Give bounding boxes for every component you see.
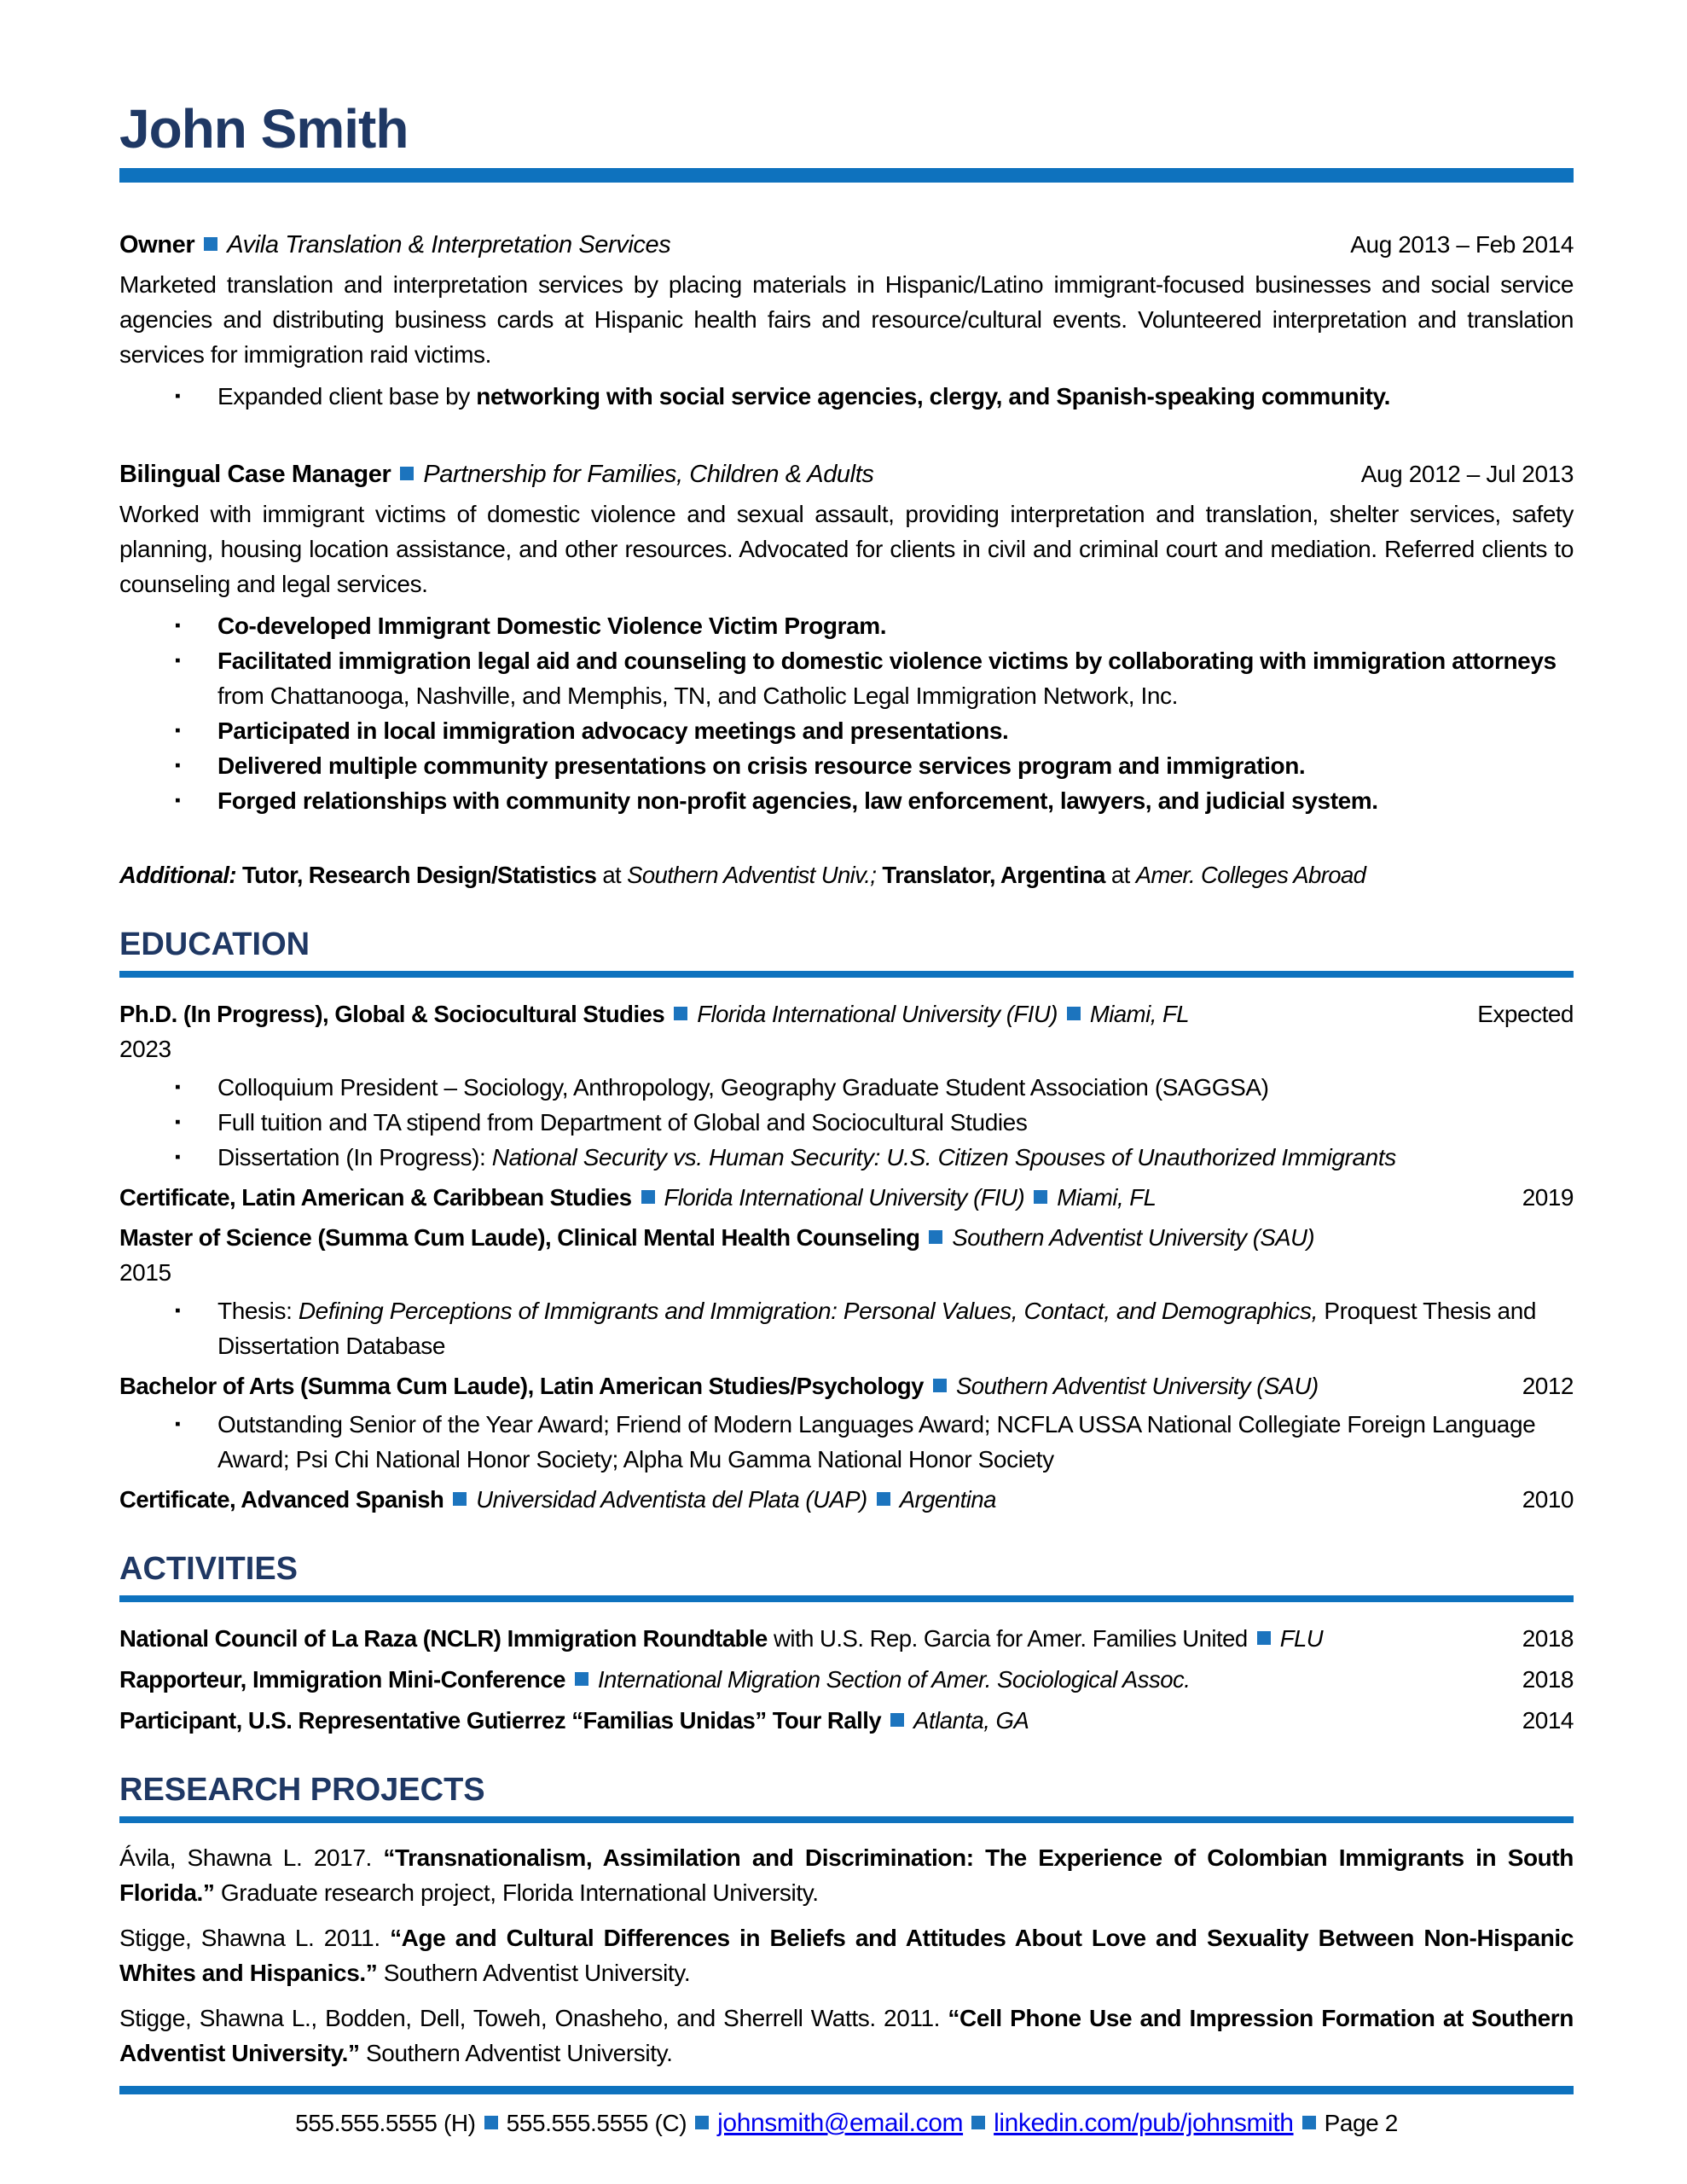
education-entry-certificate-spanish bbox=[119, 1482, 1574, 1517]
bullet-text: Outstanding Senior of the Year Award; Friend of Modern Languages Award; NCFLA USSA National Collegiate Foreign Language Award; Psi Chi National Honor Society; Alpha Mu Gamma National Honor Society bbox=[217, 1411, 1536, 1472]
school-location: Miami, FL bbox=[1089, 1001, 1190, 1027]
research-citation-authors: Stigge, Shawna L., Bodden, Dell, Toweh, Onasheho, and Sherrell Watts. 2011. bbox=[119, 2005, 948, 2031]
bullet-text-normal: Expanded client base by bbox=[217, 383, 477, 410]
bullet-icon bbox=[175, 379, 217, 414]
job-bullet-list bbox=[119, 379, 1574, 414]
education-entry-masters bbox=[119, 1220, 1574, 1363]
separator-square-icon bbox=[674, 1007, 687, 1020]
activity-row bbox=[119, 1703, 1574, 1738]
separator-square-icon bbox=[929, 1230, 942, 1244]
separator-square-icon bbox=[890, 1713, 904, 1727]
title-rule bbox=[119, 168, 1574, 183]
degree-title: Master of Science (Summa Cum Laude), Clinical Mental Health Counseling bbox=[119, 1224, 920, 1251]
footer-phone-cell: 555.555.5555 (C) bbox=[506, 2110, 687, 2136]
bullet-text bbox=[217, 1293, 1574, 1363]
school-name: Florida International University (FIU) bbox=[664, 1184, 1025, 1211]
activity-title: Participant, U.S. Representative Gutierrez “Familias Unidas” Tour Rally bbox=[119, 1707, 882, 1734]
activity-date: 2018 bbox=[1522, 1625, 1574, 1652]
education-entry-heading bbox=[119, 1482, 1574, 1517]
activity-row bbox=[119, 1662, 1574, 1697]
section-rule bbox=[119, 1595, 1574, 1602]
list-item bbox=[119, 1140, 1574, 1175]
research-citation-title: “Transnationalism, Assimilation and Discrimination: The Experience of Colombian Immigrants in South Florida.” bbox=[119, 1844, 1574, 1906]
job-dates: Aug 2013 – Feb 2014 bbox=[1350, 231, 1574, 258]
research-citation-authors: Stigge, Shawna L. 2011. bbox=[119, 1925, 391, 1951]
bullet-text-normal: from Chattanooga, Nashville, and Memphis, TN, and Catholic Legal Immigration Network, Inc. bbox=[217, 682, 1179, 709]
bullet-icon bbox=[175, 748, 217, 783]
job-heading-left bbox=[119, 228, 1330, 263]
footer-phone-home: 555.555.5555 (H) bbox=[295, 2110, 476, 2136]
separator-square-icon bbox=[933, 1379, 947, 1392]
separator-square-icon bbox=[1302, 2116, 1316, 2129]
education-entry-heading bbox=[119, 1368, 1574, 1403]
bullet-text-normal: Thesis: bbox=[217, 1298, 299, 1324]
activity-date: 2018 bbox=[1522, 1666, 1574, 1693]
separator-square-icon bbox=[877, 1492, 890, 1506]
separator-square-icon bbox=[575, 1672, 588, 1686]
bullet-text bbox=[217, 608, 1574, 643]
bullet-icon bbox=[175, 1070, 217, 1105]
bullet-text-bold: Participated in local immigration advocacy meetings and presentations. bbox=[217, 717, 1009, 744]
bullet-text-bold: networking with social service agencies, clergy, and Spanish-speaking community. bbox=[476, 383, 1391, 410]
activity-title: Rapporteur, Immigration Mini-Conference bbox=[119, 1666, 565, 1693]
section-heading-education: EDUCATION bbox=[119, 926, 310, 962]
activity-row bbox=[119, 1621, 1574, 1656]
list-item bbox=[119, 783, 1574, 818]
education-section bbox=[119, 926, 1574, 1517]
activity-detail: with U.S. Rep. Garcia for Amer. Families United bbox=[767, 1625, 1248, 1652]
degree-date-wrapped: 2023 bbox=[119, 1036, 171, 1062]
degree-date: 2019 bbox=[1522, 1184, 1574, 1211]
research-item bbox=[119, 1920, 1574, 1990]
footer bbox=[119, 2106, 1574, 2140]
footer-rule bbox=[119, 2086, 1574, 2094]
job-heading bbox=[119, 227, 1574, 263]
research-section bbox=[119, 1772, 1574, 2071]
separator-square-icon bbox=[695, 2116, 709, 2129]
job-heading-left bbox=[119, 457, 1341, 492]
separator-square-icon bbox=[971, 2116, 985, 2129]
research-citation-title: “Age and Cultural Differences in Beliefs and Attitudes About Love and Sexuality Between Non-Hispanic Whites and Hispanics.” bbox=[119, 1925, 1574, 1986]
degree-date: Expected bbox=[1477, 1001, 1574, 1027]
education-bullet-list bbox=[119, 1070, 1574, 1175]
separator-square-icon bbox=[1067, 1007, 1081, 1020]
degree-title: Ph.D. (In Progress), Global & Sociocultural Studies bbox=[119, 1001, 665, 1027]
bullet-text-bold: Co-developed Immigrant Domestic Violence Victim Program. bbox=[217, 613, 887, 639]
education-entry-left bbox=[119, 1180, 1502, 1215]
bullet-icon bbox=[175, 1293, 217, 1328]
job-title: Owner bbox=[119, 231, 195, 258]
bullet-text bbox=[217, 643, 1574, 713]
bullet-text-bold: Facilitated immigration legal aid and counseling to domestic violence victims by collaborating with immigration attorneys bbox=[217, 648, 1557, 674]
separator-square-icon bbox=[453, 1492, 467, 1506]
bullet-icon bbox=[175, 783, 217, 818]
bullet-text bbox=[217, 713, 1574, 748]
section-heading-research: RESEARCH PROJECTS bbox=[119, 1772, 485, 1808]
section-rule bbox=[119, 1816, 1574, 1823]
footer-email-link[interactable]: johnsmith@email.com bbox=[717, 2109, 964, 2137]
activity-date: 2014 bbox=[1522, 1707, 1574, 1734]
school-location: Miami, FL bbox=[1057, 1184, 1157, 1211]
job-company: Partnership for Families, Children & Adults bbox=[423, 461, 874, 488]
bullet-text bbox=[217, 379, 1574, 414]
bullet-text: Full tuition and TA stipend from Department of Global and Sociocultural Studies bbox=[217, 1109, 1028, 1136]
separator-square-icon bbox=[641, 1190, 655, 1204]
bullet-icon bbox=[175, 643, 217, 678]
research-citation-authors: Ávila, Shawna L. 2017. bbox=[119, 1844, 384, 1871]
education-entries bbox=[119, 996, 1574, 1517]
additional-connector: at bbox=[1104, 862, 1136, 888]
list-item bbox=[119, 379, 1574, 414]
education-bullet-list bbox=[119, 1407, 1574, 1477]
list-item bbox=[119, 1070, 1574, 1105]
additional-org-2: Amer. Colleges Abroad bbox=[1135, 862, 1366, 888]
separator-square-icon bbox=[1034, 1190, 1047, 1204]
separator-square-icon bbox=[204, 237, 217, 251]
school-name: Florida International University (FIU) bbox=[697, 1001, 1058, 1027]
bullet-text-bold: Delivered multiple community presentations on crisis resource services program and immigration. bbox=[217, 752, 1306, 779]
experience-section bbox=[119, 227, 1574, 818]
activity-org: Atlanta, GA bbox=[913, 1707, 1029, 1734]
separator-square-icon bbox=[484, 2116, 498, 2129]
activity-org: FLU bbox=[1279, 1625, 1324, 1652]
bullet-text-normal: Proquest Thesis and Dissertation Database bbox=[217, 1298, 1537, 1359]
education-entry-bachelors bbox=[119, 1368, 1574, 1477]
footer-page-number: Page 2 bbox=[1324, 2110, 1398, 2136]
additional-connector: at bbox=[596, 862, 628, 888]
list-item bbox=[119, 713, 1574, 748]
school-location: Argentina bbox=[899, 1486, 996, 1513]
degree-date: 2012 bbox=[1522, 1373, 1574, 1399]
bullet-text-normal: Dissertation (In Progress): bbox=[217, 1144, 492, 1170]
bullet-text-bold: Forged relationships with community non-profit agencies, law enforcement, lawyers, and judicial system. bbox=[217, 787, 1378, 814]
bullet-icon bbox=[175, 1407, 217, 1442]
activity-left bbox=[119, 1621, 1502, 1656]
page-title: John Smith bbox=[119, 98, 409, 160]
degree-title: Bachelor of Arts (Summa Cum Laude), Latin American Studies/Psychology bbox=[119, 1373, 924, 1399]
education-entry-left bbox=[119, 1220, 1553, 1255]
education-entry-phd bbox=[119, 996, 1574, 1175]
degree-title: Certificate, Latin American & Caribbean Studies bbox=[119, 1184, 632, 1211]
list-item bbox=[119, 1105, 1574, 1140]
footer-linkedin-link[interactable]: linkedin.com/pub/johnsmith bbox=[994, 2109, 1294, 2137]
bullet-text-italic: National Security vs. Human Security: U.S. Citizen Spouses of Unauthorized Immigrants bbox=[491, 1144, 1396, 1170]
education-entry-certificate-lacs bbox=[119, 1180, 1574, 1215]
activity-left bbox=[119, 1703, 1502, 1738]
separator-square-icon bbox=[400, 467, 414, 480]
education-entry-heading bbox=[119, 996, 1574, 1031]
degree-title: Certificate, Advanced Spanish bbox=[119, 1486, 444, 1513]
section-rule bbox=[119, 971, 1574, 978]
list-item bbox=[119, 643, 1574, 713]
additional-experience-line bbox=[119, 857, 1574, 892]
bullet-text-italic: Defining Perceptions of Immigrants and Immigration: Personal Values, Contact, and Demographics, bbox=[298, 1298, 1318, 1324]
education-entry-heading bbox=[119, 1220, 1574, 1255]
bullet-icon bbox=[175, 1140, 217, 1175]
activity-org: International Migration Section of Amer. Sociological Assoc. bbox=[597, 1666, 1191, 1693]
job-entry-case-manager bbox=[119, 456, 1574, 818]
separator-square-icon bbox=[1257, 1631, 1271, 1645]
bullet-icon bbox=[175, 608, 217, 643]
research-citation-title: “Cell Phone Use and Impression Formation at Southern Adventist University.” bbox=[119, 2005, 1574, 2066]
additional-label: Additional: bbox=[119, 862, 236, 888]
research-item bbox=[119, 2001, 1574, 2071]
school-name: Universidad Adventista del Plata (UAP) bbox=[476, 1486, 867, 1513]
education-entry-left bbox=[119, 1482, 1502, 1517]
job-summary: Worked with immigrant victims of domestic violence and sexual assault, providing interpretation and translation, shelter services, safety planning, housing location assistance, and other resources. Advocated for clients in civil and criminal court and mediation. Referred clients to counseling and legal services. bbox=[119, 501, 1574, 597]
degree-date-wrapped: 2015 bbox=[119, 1259, 171, 1286]
additional-org-1: Southern Adventist Univ.; bbox=[627, 862, 877, 888]
bullet-text bbox=[217, 748, 1574, 783]
activities-section bbox=[119, 1551, 1574, 1738]
education-entry-heading bbox=[119, 1180, 1574, 1215]
school-name: Southern Adventist University (SAU) bbox=[952, 1224, 1315, 1251]
job-entry-owner bbox=[119, 227, 1574, 414]
education-entry-left bbox=[119, 996, 1457, 1031]
research-items bbox=[119, 1840, 1574, 2071]
list-item bbox=[119, 1407, 1574, 1477]
job-dates: Aug 2012 – Jul 2013 bbox=[1360, 461, 1574, 487]
bullet-icon bbox=[175, 713, 217, 748]
list-item bbox=[119, 1293, 1574, 1363]
research-item bbox=[119, 1840, 1574, 1910]
research-citation-source: Graduate research project, Florida International University. bbox=[214, 1879, 819, 1906]
research-citation-source: Southern Adventist University. bbox=[359, 2040, 673, 2066]
bullet-text bbox=[217, 1140, 1574, 1175]
additional-role-1: Tutor, Research Design/Statistics bbox=[235, 862, 597, 888]
bullet-icon bbox=[175, 1105, 217, 1140]
bullet-text: Colloquium President – Sociology, Anthropology, Geography Graduate Student Association (SAGGSA) bbox=[217, 1074, 1269, 1101]
degree-date: 2010 bbox=[1522, 1486, 1574, 1513]
additional-role-2: Translator, Argentina bbox=[876, 862, 1105, 888]
list-item bbox=[119, 608, 1574, 643]
research-citation-source: Southern Adventist University. bbox=[377, 1960, 691, 1986]
activity-left bbox=[119, 1662, 1502, 1697]
activities-rows bbox=[119, 1621, 1574, 1738]
list-item bbox=[119, 748, 1574, 783]
education-entry-left bbox=[119, 1368, 1502, 1403]
education-bullet-list bbox=[119, 1293, 1574, 1363]
school-name: Southern Adventist University (SAU) bbox=[955, 1373, 1319, 1399]
job-heading bbox=[119, 456, 1574, 492]
job-bullet-list bbox=[119, 608, 1574, 818]
activity-title: National Council of La Raza (NCLR) Immigration Roundtable bbox=[119, 1625, 768, 1652]
job-summary: Marketed translation and interpretation services by placing materials in Hispanic/Latino immigrant-focused businesses and social service agencies and distributing business cards at Hispanic health fairs and resource/cultural events. Volunteered interpretation and translation services for immigration raid victims. bbox=[119, 271, 1574, 368]
job-company: Avila Translation & Interpretation Services bbox=[227, 231, 671, 258]
section-heading-activities: ACTIVITIES bbox=[119, 1551, 299, 1587]
bullet-text bbox=[217, 783, 1574, 818]
job-title: Bilingual Case Manager bbox=[119, 461, 391, 488]
